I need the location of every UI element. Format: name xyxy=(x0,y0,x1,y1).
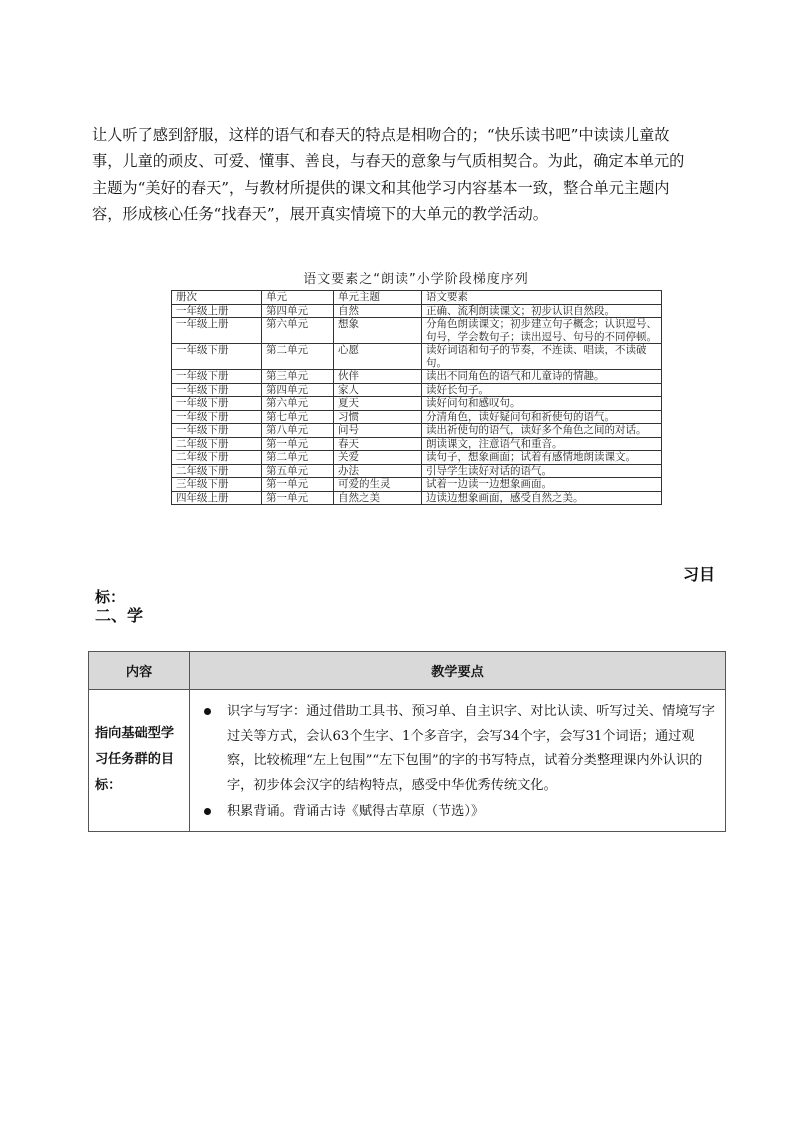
table-cell: 问号 xyxy=(334,424,422,438)
table-cell: 第五单元 xyxy=(262,464,334,478)
table-cell: 想象 xyxy=(334,318,422,344)
bullet-icon xyxy=(204,708,211,715)
intro-line: 让人听了感到舒服，这样的语气和春天的特点是相吻合的；“快乐读书吧”中读读儿童故 xyxy=(92,126,670,144)
table-cell: 第八单元 xyxy=(262,424,334,438)
table-cell: 自然 xyxy=(334,304,422,318)
intro-line: 容，形成核心任务“找春天”，展开真实情境下的大单元的教学活动。 xyxy=(92,204,548,223)
table-cell: 春天 xyxy=(334,437,422,451)
reading-sequence-table xyxy=(171,290,662,505)
figure-title: 语文要素之“朗读”小学阶段梯度序列 xyxy=(303,272,529,287)
section-heading: 二、学 xyxy=(95,606,144,625)
table-cell: 自然之美 xyxy=(334,491,422,505)
bullet-text: 积累背诵。背诵古诗《赋得古草原（节选）》 xyxy=(227,804,485,819)
heading-fragment: 标： xyxy=(95,588,126,606)
table-row xyxy=(172,424,662,438)
table-row xyxy=(172,451,662,465)
table-cell: 引导学生读好对话的语气。 xyxy=(422,464,662,478)
table-cell: 三年级下册 xyxy=(172,478,262,492)
table-cell: 办法 xyxy=(334,464,422,478)
table-row xyxy=(172,318,662,344)
row-label: 指向基础型学习任务群的目标： xyxy=(89,690,190,832)
goals-row xyxy=(89,690,726,832)
table-cell: 第六单元 xyxy=(262,397,334,411)
table-cell: 读好长句子。 xyxy=(422,383,662,397)
table-cell: 读好词语和句子的节奏，不连读、唱读，不读破句。 xyxy=(422,344,662,370)
heading-fragment: 习目 xyxy=(683,565,716,584)
table-cell: 分角色朗读课文；初步建立句子概念；认识逗号、句号，学会数句子；读出逗号、句号的不同停顿。 xyxy=(422,318,662,344)
table-cell: 第一单元 xyxy=(262,491,334,505)
table-cell: 第六单元 xyxy=(262,318,334,344)
table-cell: 一年级下册 xyxy=(172,383,262,397)
table-cell: 朗读课文，注意语气和重音。 xyxy=(422,437,662,451)
table-cell: 四年级上册 xyxy=(172,491,262,505)
intro-line: 事，儿童的顽皮、可爱、懂事、善良，与春天的意象与气质相契合。为此，确定本单元的 xyxy=(92,152,685,171)
table-cell: 第一单元 xyxy=(262,478,334,492)
table-cell: 读好问句和感叹句。 xyxy=(422,397,662,411)
table-cell: 家人 xyxy=(334,383,422,397)
teaching-points xyxy=(190,690,726,832)
table-cell: 一年级下册 xyxy=(172,370,262,384)
table-row xyxy=(172,478,662,492)
teaching-points-header: 教学要点 xyxy=(190,652,726,690)
table-row xyxy=(172,437,662,451)
table-cell: 正确、流利朗读课文；初步认识自然段。 xyxy=(422,304,662,318)
table-cell: 伙伴 xyxy=(334,370,422,384)
table-cell: 习惯 xyxy=(334,410,422,424)
table-cell: 读出不同角色的语气和儿童诗的情趣。 xyxy=(422,370,662,384)
header-cell: 单元 xyxy=(262,291,334,305)
header-cell: 语文要素 xyxy=(422,291,662,305)
table-cell: 第二单元 xyxy=(262,344,334,370)
table-cell: 关爱 xyxy=(334,451,422,465)
table-cell: 一年级上册 xyxy=(172,318,262,344)
goals-header-row xyxy=(89,652,726,690)
bullet-item xyxy=(200,700,715,798)
table-row xyxy=(172,491,662,505)
table-row xyxy=(172,344,662,370)
table-cell: 二年级下册 xyxy=(172,437,262,451)
table-cell: 心愿 xyxy=(334,344,422,370)
table-cell: 二年级下册 xyxy=(172,451,262,465)
bullet-text: 识字与写字：通过借助工具书、预习单、自主识字、对比认读、听写过关、情境写字过关等方式，会认63个生字、1个多音字，会写34个字，会写31个词语；通过观察，比较梳理“左上包围”“左下包围”的字的书写特点，试着分类整理课内外认识的字，初步体会汉字的结构特点，感受中华优秀传统文化。 xyxy=(227,704,715,793)
table-cell: 读句子，想象画面；试着有感情地朗读课文。 xyxy=(422,451,662,465)
table-cell: 分清角色，读好疑问句和祈使句的语气。 xyxy=(422,410,662,424)
bullet-item xyxy=(200,800,715,825)
table-row xyxy=(172,397,662,411)
table-cell: 第四单元 xyxy=(262,383,334,397)
table-cell: 一年级下册 xyxy=(172,424,262,438)
table-cell: 第七单元 xyxy=(262,410,334,424)
table-cell: 第四单元 xyxy=(262,304,334,318)
header-cell: 册次 xyxy=(172,291,262,305)
table-header-row xyxy=(172,291,662,305)
table-row xyxy=(172,383,662,397)
table-cell: 二年级下册 xyxy=(172,464,262,478)
table-cell: 夏天 xyxy=(334,397,422,411)
reading-sequence-figure xyxy=(171,270,661,505)
header-cell: 单元主题 xyxy=(334,291,422,305)
table-cell: 第一单元 xyxy=(262,437,334,451)
table-cell: 第三单元 xyxy=(262,370,334,384)
table-cell: 一年级下册 xyxy=(172,410,262,424)
table-cell: 一年级上册 xyxy=(172,304,262,318)
table-row xyxy=(172,410,662,424)
table-cell: 一年级下册 xyxy=(172,344,262,370)
content-header: 内容 xyxy=(89,652,190,690)
table-cell: 边读边想象画面，感受自然之美。 xyxy=(422,491,662,505)
bullet-icon xyxy=(204,808,211,815)
table-cell: 试着一边读一边想象画面。 xyxy=(422,478,662,492)
table-row xyxy=(172,370,662,384)
teaching-goals-table xyxy=(88,651,726,832)
table-cell: 可爱的生灵 xyxy=(334,478,422,492)
table-cell: 一年级下册 xyxy=(172,397,262,411)
table-row xyxy=(172,464,662,478)
intro-line: 主题为“美好的春天”，与教材所提供的课文和其他学习内容基本一致，整合单元主题内 xyxy=(92,178,670,197)
table-row xyxy=(172,304,662,318)
table-cell: 第二单元 xyxy=(262,451,334,465)
intro-paragraph xyxy=(92,122,722,227)
table-cell: 读出祈使句的语气，读好多个角色之间的对话。 xyxy=(422,424,662,438)
